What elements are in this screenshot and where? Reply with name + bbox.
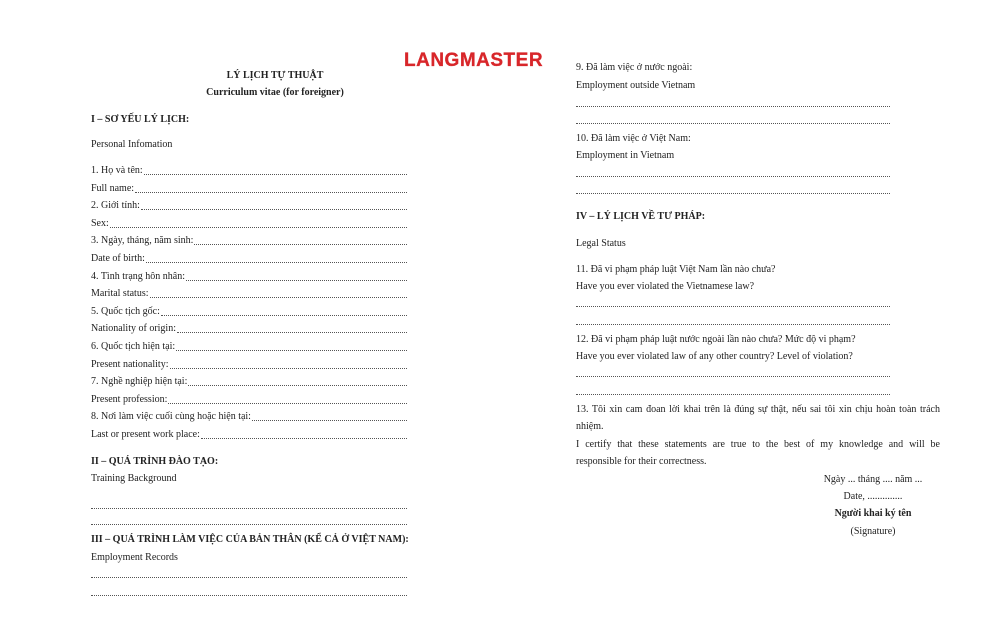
training-line-2[interactable] — [91, 524, 407, 525]
field-label: Sex: — [91, 217, 109, 229]
field-fill-line[interactable] — [150, 297, 408, 298]
field-row — [91, 394, 407, 406]
section-2-subheading: Training Background — [91, 473, 177, 484]
field-fill-line[interactable] — [188, 385, 407, 386]
signer-label-en: (Signature) — [850, 526, 896, 537]
field-fill-line[interactable] — [170, 368, 408, 369]
field-label: Present profession: — [91, 393, 168, 405]
section-3-heading: III – QUÁ TRÌNH LÀM VIỆC CỦA BẢN THÂN (KỂ CẢ Ở VIỆT NAM): — [91, 534, 409, 545]
field-row — [91, 271, 407, 283]
field-row — [91, 323, 407, 335]
field-label: 6. Quốc tịch hiện tại: — [91, 341, 176, 352]
field-label: 8. Nơi làm việc cuối cùng hoặc hiện tại: — [91, 411, 251, 423]
field-fill-line[interactable] — [144, 174, 407, 175]
signature-date-vi: Ngày ... tháng .... năm ... — [823, 474, 923, 485]
field-row — [91, 218, 407, 230]
field-row — [91, 165, 407, 177]
field-row — [91, 376, 407, 388]
q11-label-vi: 11. Đã vi phạm pháp luật Việt Nam lần nào chưa? — [576, 264, 776, 275]
field-label: 1. Họ và tên: — [91, 165, 143, 176]
field-label: Nationality of origin: — [91, 323, 176, 335]
q9-line-2[interactable] — [576, 123, 890, 124]
field-fill-line[interactable] — [177, 332, 407, 333]
q9-label-en: Employment outside Vietnam — [576, 80, 696, 91]
document-subtitle: Curriculum vitae (for foreigner) — [206, 87, 344, 98]
field-label: Present nationality: — [91, 358, 169, 370]
document-title: LÝ LỊCH TỰ THUẬT — [226, 70, 324, 81]
section-4-heading: IV – LÝ LỊCH VỀ TƯ PHÁP: — [576, 211, 706, 222]
field-label: Last or present work place: — [91, 429, 200, 440]
q13-statement-en-1: I certify that these statements are true to the best of my knowledge and will be — [576, 439, 940, 450]
employment-line-1[interactable] — [91, 577, 407, 578]
field-label: 3. Ngày, tháng, năm sinh: — [91, 235, 194, 247]
q12-line-1[interactable] — [576, 376, 890, 377]
section-3-subheading: Employment Records — [91, 552, 178, 563]
field-fill-line[interactable] — [176, 350, 407, 351]
section-1-subheading: Personal Infomation — [91, 139, 173, 150]
field-label: 7. Nghề nghiệp hiện tại: — [91, 376, 188, 388]
q9-line-1[interactable] — [576, 106, 890, 107]
langmaster-logo: LANGMASTER — [404, 50, 544, 71]
q12-label-en: Have you ever violated law of any other country? Level of violation? — [576, 351, 853, 362]
section-2-heading: II – QUÁ TRÌNH ĐÀO TẠO: — [91, 456, 219, 467]
field-fill-line[interactable] — [186, 280, 407, 281]
field-row — [91, 359, 407, 371]
employment-line-2[interactable] — [91, 595, 407, 596]
field-row — [91, 235, 407, 247]
q10-line-1[interactable] — [576, 176, 890, 177]
q10-label-vi: 10. Đã làm việc ở Việt Nam: — [576, 133, 691, 144]
field-label: Date of birth: — [91, 253, 145, 264]
q11-line-1[interactable] — [576, 306, 890, 307]
field-row — [91, 288, 407, 300]
field-fill-line[interactable] — [201, 438, 407, 439]
field-label: Full name: — [91, 182, 135, 194]
signer-label-vi: Người khai ký tên — [834, 508, 912, 519]
field-label: 5. Quốc tịch gốc: — [91, 305, 160, 317]
field-fill-line[interactable] — [161, 315, 407, 316]
field-row — [91, 341, 407, 353]
q10-line-2[interactable] — [576, 193, 890, 194]
field-row — [91, 411, 407, 423]
field-fill-line[interactable] — [168, 403, 407, 404]
field-fill-line[interactable] — [194, 244, 407, 245]
field-label: Marital status: — [91, 288, 149, 300]
field-row — [91, 253, 407, 265]
q12-line-2[interactable] — [576, 394, 890, 395]
field-label: 2. Giới tính: — [91, 200, 140, 212]
training-line-1[interactable] — [91, 508, 407, 509]
q11-line-2[interactable] — [576, 324, 890, 325]
field-fill-line[interactable] — [252, 420, 407, 421]
field-fill-line[interactable] — [110, 227, 407, 228]
q13-statement-en-2: responsible for their correctness. — [576, 456, 707, 467]
field-row — [91, 183, 407, 195]
q9-label-vi: 9. Đã làm việc ở nước ngoài: — [576, 62, 693, 73]
q13-statement-vi-1: 13. Tôi xin cam đoan lời khai trên là đúng sự thật, nếu sai tôi xin chịu hoàn toàn trách — [576, 404, 940, 415]
q13-statement-vi-2: nhiệm. — [576, 421, 604, 432]
q11-label-en: Have you ever violated the Vietnamese law? — [576, 281, 755, 292]
field-fill-line[interactable] — [135, 192, 407, 193]
section-4-subheading: Legal Status — [576, 238, 626, 249]
field-row — [91, 429, 407, 441]
signature-date-en: Date, .............. — [843, 491, 903, 502]
field-row — [91, 200, 407, 212]
field-fill-line[interactable] — [141, 209, 407, 210]
q10-label-en: Employment in Vietnam — [576, 150, 675, 161]
q12-label-vi: 12. Đã vi phạm pháp luật nước ngoài lần nào chưa? Mức độ vi phạm? — [576, 334, 856, 345]
field-fill-line[interactable] — [146, 262, 407, 263]
section-1-heading: I – SƠ YẾU LÝ LỊCH: — [91, 114, 190, 125]
field-row — [91, 306, 407, 318]
field-label: 4. Tình trạng hôn nhân: — [91, 270, 185, 282]
